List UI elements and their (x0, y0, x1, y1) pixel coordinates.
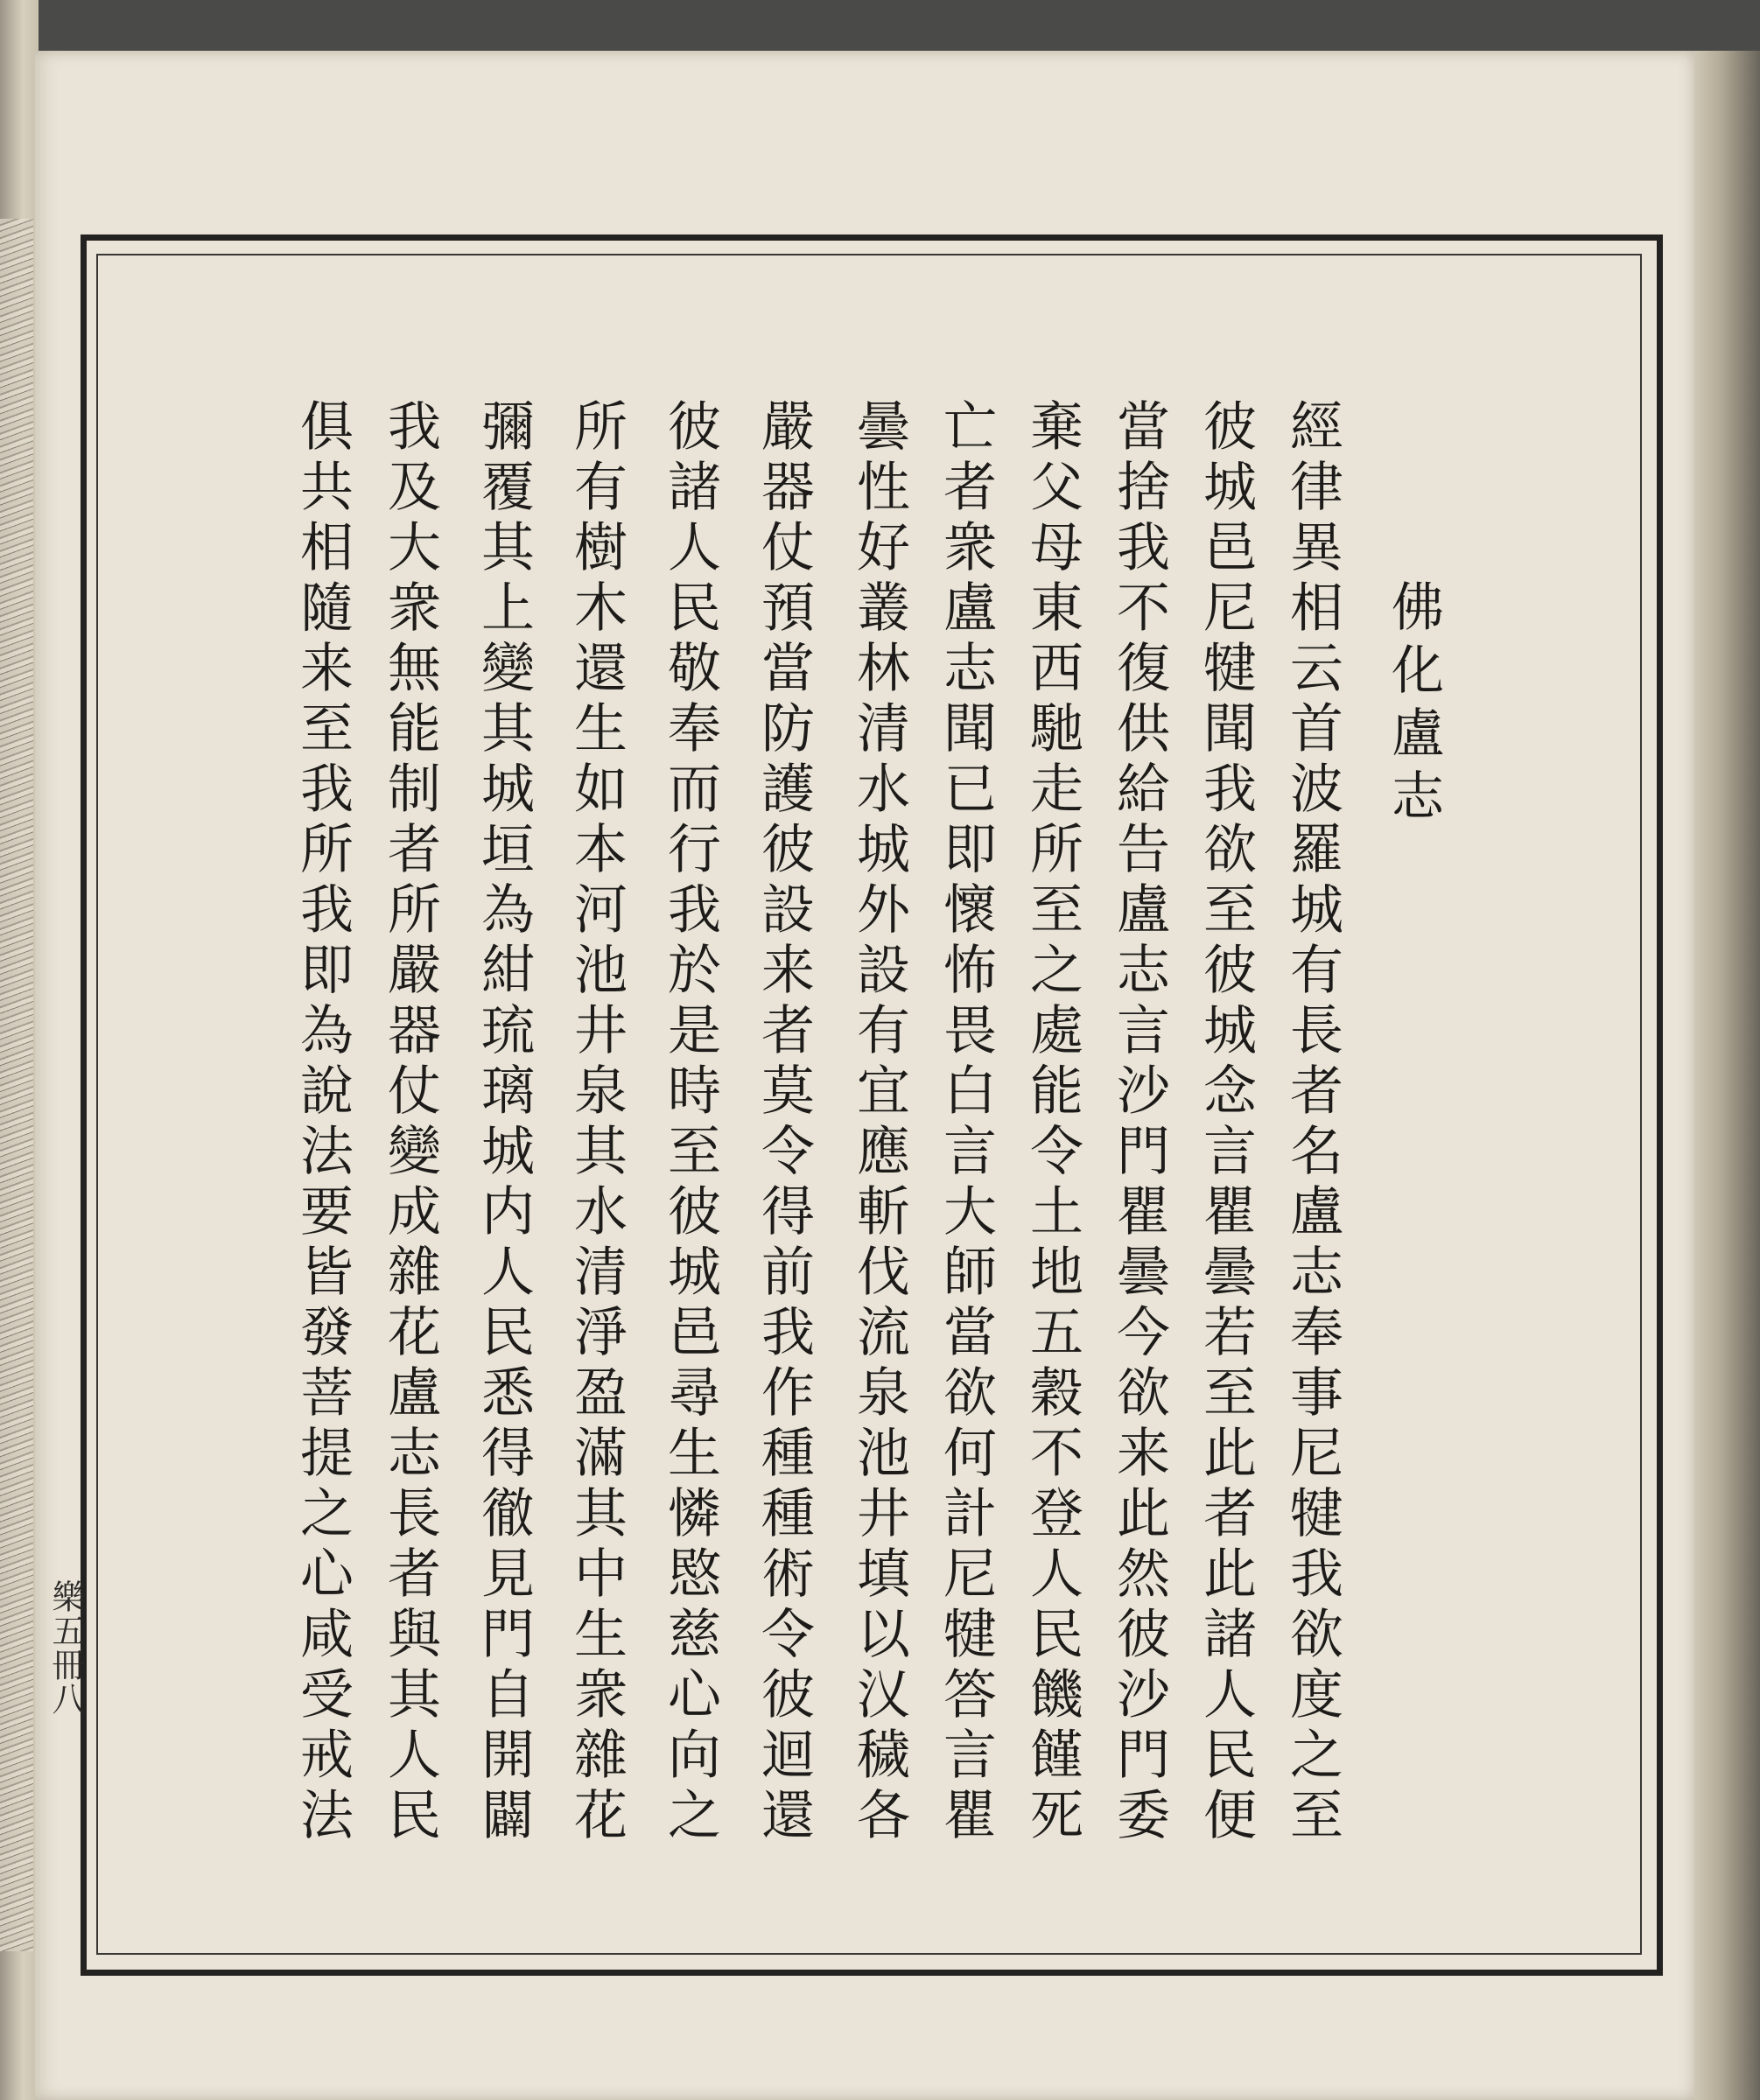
text-column: 彌覆其上變其城垣為紺琉璃城内人民悉得徹見門自開闢 (473, 398, 535, 1847)
text-column: 我及大衆無能制者所嚴器仗變成雜花盧志長者與其人民 (379, 398, 441, 1847)
left-page-illustration (0, 219, 33, 1951)
text-column: 俱共相隨来至我所我即為說法要皆發菩提之心咸受戒法 (291, 398, 354, 1847)
text-column: 彼諸人民敬奉而行我於是時至彼城邑尋生憐愍慈心向之 (659, 398, 721, 1847)
text-column: 曇性好叢林清水城外設有宜應斬伐流泉池井填以㲼穢各 (848, 398, 910, 1847)
text-column: 當捨我不復供給告盧志言沙門瞿曇今欲来此然彼沙門委 (1108, 398, 1170, 1847)
text-column: 棄父母東西馳走所至之處能令土地五穀不登人民饑饉死 (1021, 398, 1083, 1847)
right-page-edge (1694, 51, 1760, 2100)
page-title: 佛化盧志 (1383, 579, 1444, 831)
text-column: 彼城邑尼犍聞我欲至彼城念言瞿曇若至此者此諸人民便 (1195, 398, 1257, 1847)
text-column: 所有樹木還生如本河池井泉其水清淨盈滿其中生衆雜花 (565, 398, 628, 1847)
text-column: 亡者衆盧志聞已即懷怖畏白言大師當欲何計尼犍答言瞿 (935, 398, 997, 1847)
text-column: 經律異相云首波羅城有長者名盧志奉事尼犍我欲度之至 (1281, 398, 1343, 1847)
margin-page-marker: 樂五冊八 (46, 1579, 85, 1716)
text-column: 嚴器仗預當防護彼設来者莫令得前我作種種術令彼迴還 (753, 398, 815, 1847)
